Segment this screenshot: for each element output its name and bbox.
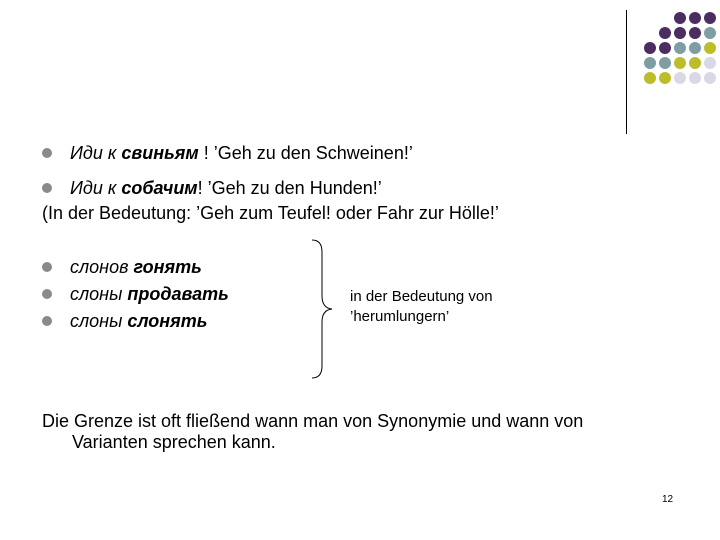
decorative-dot: [644, 72, 656, 84]
phrase-german: ! ’Geh zu den Schweinen!’: [198, 143, 413, 163]
decorative-dot: [644, 57, 656, 69]
decorative-dot: [659, 42, 671, 54]
elephant-verb: слонять: [127, 311, 208, 331]
decorative-dot: [689, 72, 701, 84]
list-item: [70, 257, 202, 277]
decorative-dot: [644, 42, 656, 54]
phrase-russian-prefix: Иди к: [70, 178, 122, 198]
list-item: [70, 284, 229, 304]
line-hunden: [70, 178, 382, 198]
elephant-noun: слоны: [70, 311, 128, 331]
bullet-icon: [42, 316, 52, 326]
phrase-russian-prefix: Иди к: [70, 143, 122, 163]
decorative-dot: [689, 12, 701, 24]
decorative-dot: [674, 12, 686, 24]
paragraph-line1: Die Grenze ist oft fließend wann man von Synonymie und wann von: [42, 411, 584, 431]
decorative-dot: [659, 72, 671, 84]
decorative-dot: [674, 27, 686, 39]
bullet-icon: [42, 289, 52, 299]
decorative-dot: [704, 27, 716, 39]
decorative-dot: [674, 72, 686, 84]
phrase-german: ! ’Geh zu den Hunden!’: [197, 178, 382, 198]
curly-brace: [308, 238, 338, 380]
decorative-dot: [674, 57, 686, 69]
decorative-dot: [689, 57, 701, 69]
decorative-dot: [659, 27, 671, 39]
phrase-russian-key: свиньям: [121, 143, 199, 163]
list-item: [70, 311, 207, 331]
elephant-verb: продавать: [127, 284, 229, 304]
meaning-line1: in der Bedeutung von: [350, 288, 493, 305]
decorative-dot: [689, 27, 701, 39]
page-number: 12: [662, 494, 674, 505]
decorative-dot: [674, 42, 686, 54]
elephant-noun: слоны: [70, 284, 128, 304]
decorative-dot: [659, 57, 671, 69]
line-bedeutung: (In der Bedeutung: ’Geh zum Teufel! oder Fahr zur Hölle!’: [42, 203, 499, 223]
bullet-icon: [42, 148, 52, 158]
line-schweinen: [70, 143, 413, 163]
decorative-vertical-line: [626, 10, 627, 134]
decorative-dot: [704, 42, 716, 54]
elephant-verb: гонять: [133, 257, 202, 277]
decorative-dot: [704, 12, 716, 24]
closing-paragraph: [42, 411, 682, 453]
decorative-dot: [704, 72, 716, 84]
meaning-line2: ’herumlungern’: [350, 308, 450, 325]
paragraph-line2: Varianten sprechen kann.: [72, 432, 276, 452]
bullet-icon: [42, 262, 52, 272]
elephant-noun: слонов: [70, 257, 134, 277]
bullet-icon: [42, 183, 52, 193]
decorative-dot: [689, 42, 701, 54]
phrase-russian-key: собачим: [121, 178, 198, 198]
decorative-dot: [704, 57, 716, 69]
